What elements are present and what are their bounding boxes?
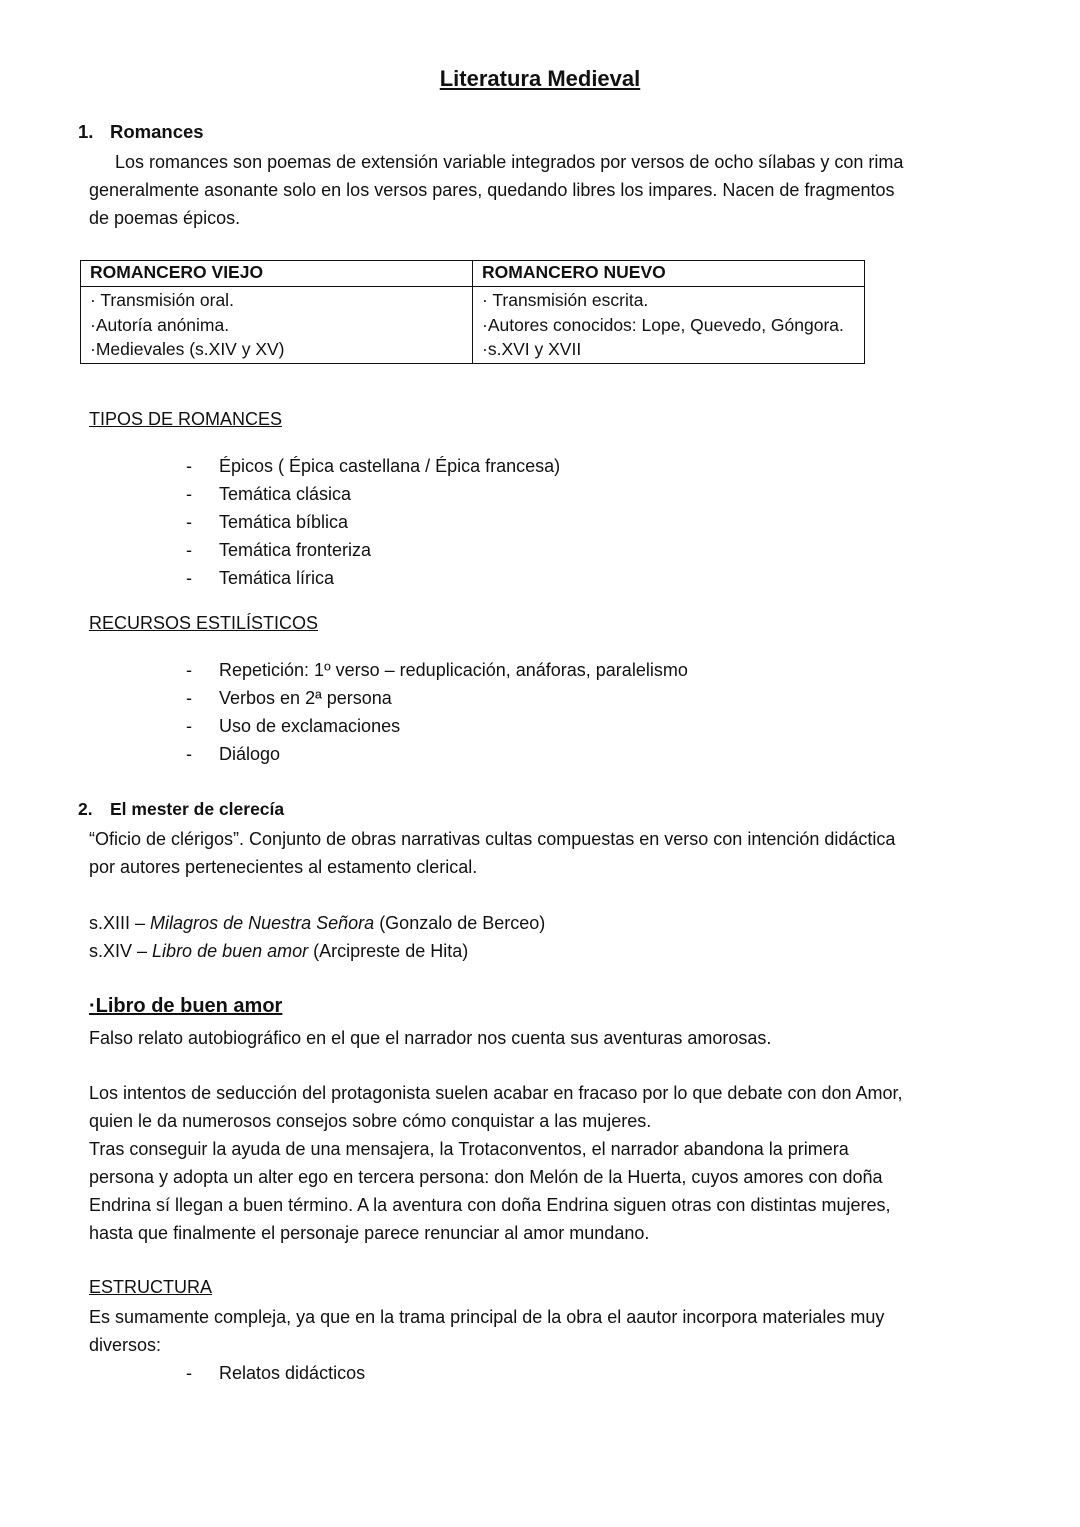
list-item: - Temática lírica — [186, 564, 560, 592]
section-1-intro — [89, 148, 903, 232]
recursos-list — [186, 656, 688, 768]
paragraph-line: Endrina sí llegan a buen término. A la aventura con doña Endrina siguen otras con distintas mujeres, — [89, 1195, 891, 1215]
section-2-title: El mester de clerecía — [110, 799, 285, 819]
intro-line: “Oficio de clérigos”. Conjunto de obras narrativas cultas compuestas en verso con intención didáctica — [89, 829, 896, 849]
work-title: Libro de buen amor — [152, 941, 309, 961]
libro-heading: ·Libro de buen amor — [89, 995, 283, 1017]
section-1-number: 1. — [78, 121, 94, 142]
section-1-heading — [78, 121, 204, 143]
work-item — [89, 909, 545, 937]
table-header-viejo: ROMANCERO VIEJO — [81, 261, 473, 287]
work-century: s.XIV – — [89, 941, 148, 961]
table-line: ·Autores conocidos: Lope, Quevedo, Góngora. — [482, 314, 844, 335]
paragraph-line: Es sumamente compleja, ya que en la trama principal de la obra el aautor incorpora materiales muy — [89, 1307, 885, 1327]
paragraph-line: Tras conseguir la ayuda de una mensajera, la Trotaconventos, el narrador abandona la primera — [89, 1139, 849, 1159]
table-line: ·Autoría anónima. — [90, 314, 230, 335]
libro-summary — [89, 1024, 771, 1052]
list-item: - Verbos en 2ª persona — [186, 684, 688, 712]
list-item: - Repetición: 1º verso – reduplicación, anáforas, paralelismo — [186, 656, 688, 684]
list-item: - Temática clásica — [186, 480, 560, 508]
table-cell-viejo — [81, 287, 473, 364]
page-title: Literatura Medieval — [439, 66, 641, 91]
recursos-heading: RECURSOS ESTILÍSTICOS — [89, 613, 319, 633]
libro-paragraph-1 — [89, 1079, 903, 1247]
tipos-list — [186, 452, 560, 592]
paragraph-line: diversos: — [89, 1335, 162, 1355]
section-2-intro — [89, 825, 895, 881]
table-header-nuevo: ROMANCERO NUEVO — [473, 261, 865, 287]
estructura-heading: ESTRUCTURA — [89, 1277, 213, 1297]
section-1-title: Romances — [110, 121, 204, 142]
estructura-text — [89, 1303, 884, 1359]
list-item: - Épicos ( Épica castellana / Épica francesa) — [186, 452, 560, 480]
work-author: (Gonzalo de Berceo) — [379, 913, 546, 933]
table-line: ·Medievales (s.XIV y XV) — [90, 339, 285, 359]
section-2-number: 2. — [78, 799, 93, 819]
list-item: - Diálogo — [186, 740, 688, 768]
work-author: (Arcipreste de Hita) — [313, 941, 469, 961]
table-line: · Transmisión escrita. — [482, 290, 649, 310]
intro-line: Los romances son poemas de extensión variable integrados por versos de ocho sílabas y con rima — [115, 152, 904, 172]
list-item: - Relatos didácticos — [186, 1359, 365, 1387]
work-title: Milagros de Nuestra Señora — [150, 913, 375, 933]
estructura-list — [186, 1359, 365, 1387]
table-line: · Transmisión oral. — [90, 290, 234, 310]
section-2-heading — [78, 799, 284, 820]
table-cell-nuevo — [473, 287, 865, 364]
intro-line: generalmente asonante solo en los versos pares, quedando libres los impares. Nacen de fragmentos — [89, 180, 895, 200]
tipos-heading: TIPOS DE ROMANCES — [89, 409, 283, 429]
table-line: ·s.XVI y XVII — [482, 339, 582, 359]
list-item: - Uso de exclamaciones — [186, 712, 688, 740]
paragraph-line: Los intentos de seducción del protagonista suelen acabar en fracaso por lo que debate con don Amor, — [89, 1083, 903, 1103]
romancero-table — [80, 260, 865, 364]
work-item — [89, 937, 545, 965]
paragraph-line: hasta que finalmente el personaje parece renunciar al amor mundano. — [89, 1223, 650, 1243]
summary-line: Falso relato autobiográfico en el que el narrador nos cuenta sus aventuras amorosas. — [89, 1028, 772, 1048]
list-item: - Temática bíblica — [186, 508, 560, 536]
intro-line: por autores pertenecientes al estamento clerical. — [89, 857, 478, 877]
list-item: - Temática fronteriza — [186, 536, 560, 564]
works-list — [89, 909, 545, 965]
work-century: s.XIII – — [89, 913, 146, 933]
paragraph-line: quien le da numerosos consejos sobre cómo conquistar a las mujeres. — [89, 1111, 652, 1131]
intro-line: de poemas épicos. — [89, 208, 241, 228]
paragraph-line: persona y adopta un alter ego en tercera persona: don Melón de la Huerta, cuyos amores con doña — [89, 1167, 883, 1187]
